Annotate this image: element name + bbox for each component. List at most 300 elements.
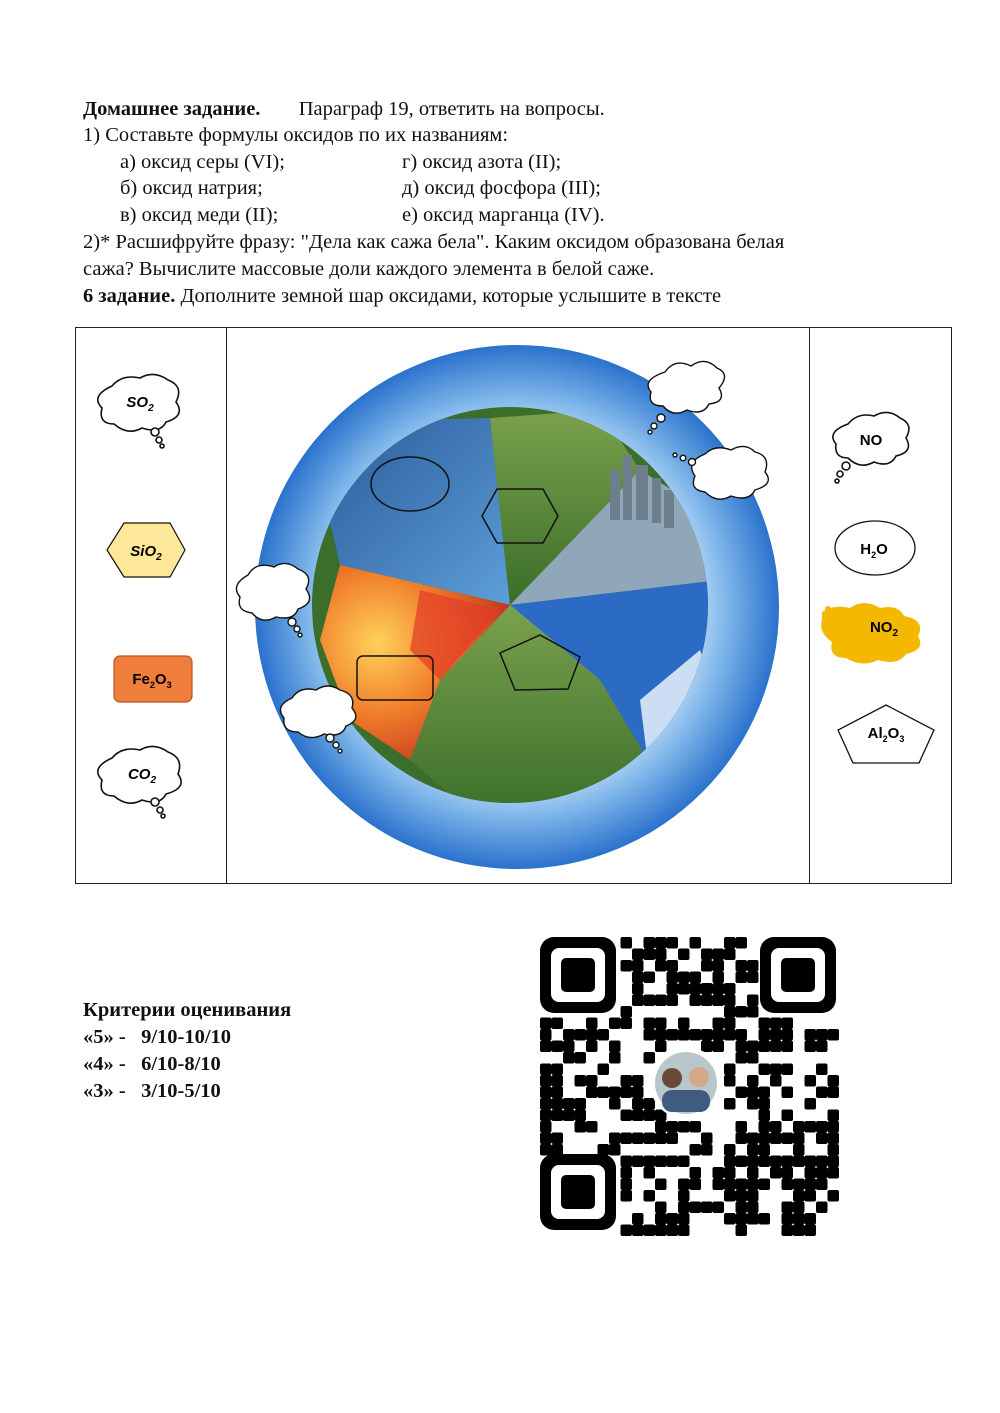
item-f: е) оксид марганца (IV). [402,204,605,226]
qr-module [644,995,656,1007]
qr-module [828,1075,840,1087]
qr-module [690,1202,702,1214]
qr-module [667,1133,679,1145]
qr-module [805,1167,817,1179]
qr-module [736,1087,748,1099]
qr-module [793,1213,805,1225]
qr-module [586,1075,598,1087]
qr-module [678,983,690,995]
qr-module [736,972,748,984]
qr-module [575,1075,587,1087]
qr-module [747,1087,759,1099]
qr-module [621,1110,633,1122]
qr-module [678,1202,690,1214]
item-d: г) оксид азота (II); [402,151,562,173]
qr-module [678,949,690,961]
qr-module [713,960,725,972]
qr-module [805,1179,817,1191]
question-2-line2: сажа? Вычислите массовые доли каждого элемента в белой саже. [83,258,655,280]
qr-module [655,1225,667,1237]
qr-module [690,937,702,949]
qr-module [598,1064,610,1076]
qr-module [828,1110,840,1122]
qr-module [701,1029,713,1041]
qr-module [759,1156,771,1168]
qr-module [736,1052,748,1064]
qr-module [736,1190,748,1202]
qr-module [816,1133,828,1145]
qr-module [816,1087,828,1099]
qr-module [678,1225,690,1237]
qr-module [632,1225,644,1237]
qr-module [747,1156,759,1168]
label-sio2: SiO$_2$ [130,543,162,563]
qr-module [655,1018,667,1030]
qr-module [690,1144,702,1156]
qr-module [632,960,644,972]
qr-module [736,937,748,949]
qr-module [540,1098,552,1110]
qr-module [609,1052,621,1064]
qr-module [632,1213,644,1225]
qr-module [816,1202,828,1214]
qr-module [667,1029,679,1041]
qr-module [816,1179,828,1191]
qr-module [713,1179,725,1191]
qr-module [724,1064,736,1076]
qr-module [540,1087,552,1099]
qr-module [759,1110,771,1122]
qr-module [747,960,759,972]
criteria-row-5: «5» - 9/10-10/10 [83,1026,232,1048]
qr-module [598,1144,610,1156]
qr-module [655,1029,667,1041]
qr-module [713,1167,725,1179]
qr-module [759,1064,771,1076]
qr-module [690,1029,702,1041]
qr-module [621,1133,633,1145]
qr-module [724,1167,736,1179]
qr-module [598,1029,610,1041]
qr-module [552,1087,564,1099]
qr-module [770,1167,782,1179]
qr-module [667,1156,679,1168]
qr-module [724,1190,736,1202]
qr-module [782,1110,794,1122]
qr-module [782,1064,794,1076]
qr-module [736,1202,748,1214]
qr-module [816,1167,828,1179]
shape-h2o-ellipse[interactable] [835,521,915,575]
qr-module [724,1006,736,1018]
label-no2: $NO_2$ [869,619,899,639]
qr-module [621,1018,633,1030]
label-co2: $CO_2$ [127,766,157,786]
qr-module [540,1029,552,1041]
qr-module [759,1179,771,1191]
qr-module [621,1006,633,1018]
qr-module [828,1087,840,1099]
qr-module [736,1133,748,1145]
qr-module [552,1075,564,1087]
qr-module [678,1190,690,1202]
qr-module [632,1110,644,1122]
qr-module [724,1213,736,1225]
qr-module [644,1133,656,1145]
qr-module [609,1018,621,1030]
qr-module [690,983,702,995]
qr-module [747,995,759,1007]
qr-module [759,1144,771,1156]
qr-module [552,1064,564,1076]
qr-module [701,949,713,961]
qr-finder-top-right [760,937,836,1013]
qr-module [759,1018,771,1030]
qr-module [667,960,679,972]
qr-module [828,1144,840,1156]
qr-module [724,995,736,1007]
qr-module [805,1213,817,1225]
qr-module [701,1202,713,1214]
qr-module [782,1133,794,1145]
label-no: NO [859,432,883,449]
qr-module [667,937,679,949]
qr-module [805,1041,817,1053]
qr-module [632,1133,644,1145]
qr-module [759,1133,771,1145]
criteria-block [83,997,291,1105]
qr-module [667,983,679,995]
qr-module [770,1121,782,1133]
qr-module [644,1156,656,1168]
qr-module [793,1133,805,1145]
qr-module [724,1179,736,1191]
qr-module [644,1110,656,1122]
qr-module [770,1018,782,1030]
homework-paragraph: Параграф 19, ответить на вопросы. [298,98,605,120]
qr-module [540,1144,552,1156]
qr-module [713,949,725,961]
qr-module [655,1202,667,1214]
criteria-row-3: «3» - 3/10-5/10 [83,1080,221,1102]
qr-module [678,1156,690,1168]
qr-module [736,1029,748,1041]
qr-module [713,983,725,995]
qr-module [770,1041,782,1053]
qr-module [805,1029,817,1041]
qr-module [747,1075,759,1087]
qr-module [782,1213,794,1225]
qr-module [828,1133,840,1145]
qr-module [575,1110,587,1122]
qr-module [736,1121,748,1133]
qr-module [632,972,644,984]
qr-module [747,1133,759,1145]
qr-module [793,1202,805,1214]
qr-module [552,1110,564,1122]
qr-module [644,1190,656,1202]
item-e: д) оксид фосфора (III); [402,177,601,199]
qr-module [667,1121,679,1133]
qr-module [644,1167,656,1179]
qr-module [782,1041,794,1053]
qr-module [782,1167,794,1179]
qr-module [621,1075,633,1087]
qr-module [724,949,736,961]
qr-module [563,1041,575,1053]
qr-module [759,1098,771,1110]
qr-module [540,1121,552,1133]
label-al2o3: $Al_2O_3$ [867,725,905,744]
qr-module [655,1179,667,1191]
qr-module [736,1225,748,1237]
qr-module [609,1041,621,1053]
qr-module [724,937,736,949]
qr-module [667,1213,679,1225]
qr-module [621,1087,633,1099]
qr-module [782,1018,794,1030]
qr-module [816,1064,828,1076]
qr-module [690,1179,702,1191]
qr-module [713,1202,725,1214]
qr-module [724,1144,736,1156]
qr-module [724,1156,736,1168]
qr-module [828,1167,840,1179]
qr-module [770,1156,782,1168]
qr-module [747,1052,759,1064]
qr-module [736,960,748,972]
qr-module [747,1006,759,1018]
qr-module [632,1098,644,1110]
qr-module [678,1018,690,1030]
qr-module [724,1018,736,1030]
qr-module [759,1041,771,1053]
label-h2o: $H_2O$ [860,541,888,560]
item-a: а) оксид серы (VI); [120,151,285,173]
qr-module [563,1052,575,1064]
qr-module [736,1179,748,1191]
qr-module [563,1110,575,1122]
qr-module [655,1156,667,1168]
qr-module [609,1098,621,1110]
qr-module [828,1156,840,1168]
qr-module [713,995,725,1007]
qr-module [736,1213,748,1225]
qr-module [805,1098,817,1110]
qr-module [655,1041,667,1053]
qr-finder-top-left [540,937,616,1013]
qr-module [782,1087,794,1099]
qr-module [782,1156,794,1168]
qr-module [678,972,690,984]
qr-module [782,1029,794,1041]
qr-module [540,1041,552,1053]
qr-module [736,1041,748,1053]
qr-module [575,1121,587,1133]
qr-module [805,1075,817,1087]
criteria-row-4: «4» - 6/10-8/10 [83,1053,221,1075]
homework-heading: Домашнее задание. [83,98,261,120]
qr-module [540,1133,552,1145]
qr-module [805,1190,817,1202]
qr-module [655,1133,667,1145]
qr-module [655,1213,667,1225]
qr-module [747,972,759,984]
shape-so2-cloud[interactable] [98,374,180,448]
qr-module [586,1041,598,1053]
shape-fe2o3-rect[interactable] [114,656,192,702]
criteria-title: Критерии оценивания [83,999,292,1021]
qr-module [770,1064,782,1076]
item-c: в) оксид меди (II); [120,204,279,226]
qr-module [540,1075,552,1087]
qr-module [724,1075,736,1087]
qr-module [586,1018,598,1030]
qr-module [770,1029,782,1041]
qr-module [644,972,656,984]
qr-module [540,1064,552,1076]
qr-module [678,1213,690,1225]
qr-module [701,1133,713,1145]
task-6-label: 6 задание. [83,285,176,307]
qr-module [563,1098,575,1110]
qr-module [828,1190,840,1202]
qr-module [805,1225,817,1237]
qr-module [644,949,656,961]
qr-module [747,1213,759,1225]
qr-module [793,1121,805,1133]
qr-module [701,983,713,995]
qr-module [621,1156,633,1168]
qr-module [736,1006,748,1018]
qr-module [747,1202,759,1214]
qr-module [770,1133,782,1145]
qr-module [701,960,713,972]
qr-module [598,1087,610,1099]
qr-module [782,1179,794,1191]
question-1: 1) Составьте формулы оксидов по их названиям: [83,124,509,146]
qr-module [621,960,633,972]
qr-module [724,1029,736,1041]
qr-module [575,1098,587,1110]
qr-module [655,949,667,961]
qr-module [678,1121,690,1133]
qr-module [770,1075,782,1087]
qr-module [609,1087,621,1099]
qr-module [632,949,644,961]
qr-module [782,1225,794,1237]
qr-module [736,1156,748,1168]
qr-module [701,995,713,1007]
qr-module [552,1018,564,1030]
qr-module [793,1156,805,1168]
item-b: б) оксид натрия; [120,177,263,199]
qr-module [586,1029,598,1041]
qr-module [621,1167,633,1179]
qr-module [816,1041,828,1053]
qr-module [655,937,667,949]
qr-module [609,1133,621,1145]
qr-module [678,1179,690,1191]
label-so2: $SO_2$ [126,394,154,414]
qr-module [575,1029,587,1041]
qr-module [690,972,702,984]
qr-module [713,1041,725,1053]
qr-module [805,1121,817,1133]
qr-module [621,937,633,949]
qr-module [805,1156,817,1168]
qr-module [644,1225,656,1237]
qr-module [816,1121,828,1133]
qr-module [644,1052,656,1064]
qr-module [828,1121,840,1133]
qr-module [690,995,702,1007]
qr-module [621,1179,633,1191]
qr-module [747,1098,759,1110]
qr-module [713,1018,725,1030]
question-2-line1: 2)* Расшифруйте фразу: "Дела как сажа бела". Каким оксидом образована белая [83,231,785,253]
qr-module [655,1121,667,1133]
qr-module [816,1156,828,1168]
qr-module [713,1029,725,1041]
qr-module [632,995,644,1007]
qr-module [586,1087,598,1099]
qr-module [747,1041,759,1053]
qr-module [552,1144,564,1156]
qr-module [759,1029,771,1041]
qr-module [609,1144,621,1156]
qr-module [793,1179,805,1191]
qr-module [644,1029,656,1041]
qr-module [644,937,656,949]
task-6-text: Дополните земной шар оксидами, которые услышите в тексте [180,285,722,307]
qr-module [701,1041,713,1053]
qr-module [782,1202,794,1214]
qr-module [667,995,679,1007]
qr-module [655,995,667,1007]
qr-module [632,1075,644,1087]
qr-module [655,960,667,972]
qr-module [713,972,725,984]
qr-finder-bottom-left [540,1154,616,1230]
qr-module [747,1167,759,1179]
qr-module [747,1144,759,1156]
qr-module [759,1213,771,1225]
qr-module [828,1029,840,1041]
qr-module [793,1144,805,1156]
qr-module [644,1098,656,1110]
qr-module [540,1018,552,1030]
qr-module [632,983,644,995]
qr-module [575,1052,587,1064]
qr-module [816,1029,828,1041]
qr-module [586,1121,598,1133]
qr-module [644,1018,656,1030]
qr-module [724,983,736,995]
qr-module [747,1190,759,1202]
qr-module [632,1156,644,1168]
qr-module [552,1098,564,1110]
qr-module [747,1179,759,1191]
qr-module [621,1190,633,1202]
qr-module [552,1041,564,1053]
qr-code[interactable] [538,935,839,1236]
qr-module [724,1098,736,1110]
qr-module [678,1029,690,1041]
qr-module [552,1133,564,1145]
qr-module [759,1087,771,1099]
qr-module [540,1110,552,1122]
